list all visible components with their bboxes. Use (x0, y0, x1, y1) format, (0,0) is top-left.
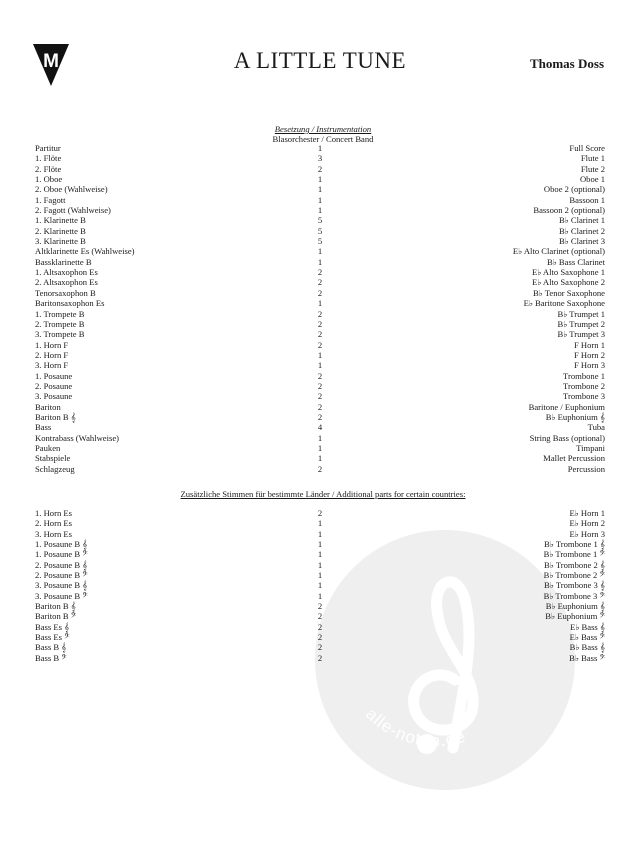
copy-count: 1 (317, 205, 323, 216)
table-row (35, 257, 605, 267)
part-name-german: Tenorsaxophon B (35, 287, 96, 298)
table-row (35, 518, 605, 528)
copy-count: 1 (317, 256, 323, 267)
copy-count: 2 (317, 329, 323, 340)
table-row (35, 329, 605, 339)
part-name-english: B♭ Trombone 3 𝄢 (543, 590, 605, 601)
copy-count: 1 (317, 298, 323, 309)
part-name-english: E♭ Baritone Saxophone (523, 298, 605, 309)
part-name-german: 2. Trompete B (35, 318, 85, 329)
table-row (35, 412, 605, 422)
copy-count: 2 (317, 508, 323, 518)
part-name-german: 3. Posaune B 𝄞 (35, 580, 88, 591)
copy-count: 1 (317, 453, 323, 464)
table-row (35, 350, 605, 360)
table-row (35, 340, 605, 350)
part-name-german: 2. Horn Es (35, 518, 72, 529)
copy-count: 2 (317, 370, 323, 381)
part-name-english: B♭ Trumpet 2 (557, 318, 605, 329)
part-name-english: Oboe 2 (optional) (543, 184, 605, 195)
part-name-english: Tuba (587, 422, 605, 433)
copy-count: 1 (317, 590, 323, 601)
part-name-english: E♭ Alto Saxophone 1 (531, 267, 605, 278)
part-name-english: B♭ Clarinet 2 (558, 225, 605, 236)
part-name-english: E♭ Horn 3 (569, 528, 605, 539)
copy-count: 5 (317, 225, 323, 236)
part-name-german: 1. Posaune (35, 370, 73, 381)
part-name-english: Flute 2 (580, 163, 605, 174)
part-name-english: Baritone / Euphonium (528, 401, 605, 412)
table-row (35, 433, 605, 443)
copy-count: 1 (317, 143, 323, 153)
part-name-german: 2. Posaune B 𝄞 (35, 559, 88, 570)
table-row (35, 632, 605, 642)
table-row (35, 143, 605, 153)
part-name-english: B♭ Clarinet 1 (558, 215, 605, 226)
copy-count: 2 (317, 380, 323, 391)
table-row (35, 611, 605, 621)
part-name-english: B♭ Bass Clarinet (547, 256, 605, 267)
part-name-english: B♭ Trumpet 1 (557, 308, 605, 319)
table-row (35, 195, 605, 205)
part-name-german: 1. Posaune B 𝄢 (35, 549, 88, 560)
additional-parts-table (35, 508, 605, 663)
table-row (35, 580, 605, 590)
part-name-german: 2. Fagott (Wahlweise) (35, 205, 111, 216)
part-name-english: Timpani (576, 442, 605, 453)
copy-count: 5 (317, 236, 323, 247)
part-name-german: Bariton (35, 401, 61, 412)
table-row (35, 309, 605, 319)
copy-count: 2 (317, 391, 323, 402)
table-row (35, 277, 605, 287)
table-row (35, 464, 605, 474)
part-name-english: E♭ Alto Clarinet (optional) (512, 246, 605, 257)
part-name-german: 3. Posaune B 𝄢 (35, 590, 88, 601)
part-name-german: 1. Posaune B 𝄞 (35, 539, 88, 550)
part-name-german: Bass B 𝄞 (35, 642, 67, 653)
table-row (35, 642, 605, 652)
part-name-german: Partitur (35, 143, 61, 153)
part-name-english: B♭ Trombone 2 𝄢 (543, 570, 605, 581)
table-row (35, 453, 605, 463)
part-name-english: B♭ Trombone 1 𝄞 (544, 539, 605, 550)
part-name-german: 2. Altsaxophon Es (35, 277, 98, 288)
part-name-german: 3. Posaune (35, 391, 73, 402)
table-row (35, 529, 605, 539)
copy-count: 2 (317, 339, 323, 350)
part-name-english: E♭ Alto Saxophone 2 (531, 277, 605, 288)
part-name-german: 1. Fagott (35, 194, 66, 205)
part-name-german: Bass Es 𝄞 (35, 621, 70, 632)
part-name-german: 2. Oboe (Wahlweise) (35, 184, 108, 195)
copy-count: 1 (317, 174, 323, 185)
table-row (35, 298, 605, 308)
table-row (35, 422, 605, 432)
part-name-german: Bariton B 𝄞 (35, 411, 76, 422)
copy-count: 2 (317, 601, 323, 612)
part-name-german: 2. Flöte (35, 163, 62, 174)
part-name-english: B♭ Trombone 2 𝄞 (544, 559, 605, 570)
copy-count: 2 (317, 611, 323, 622)
part-name-english: Bassoon 2 (optional) (533, 205, 605, 216)
part-name-english: B♭ Bass 𝄢 (569, 652, 605, 663)
part-name-german: Bass B 𝄢 (35, 652, 67, 663)
copy-count: 2 (317, 632, 323, 643)
table-row (35, 246, 605, 256)
copy-count: 1 (317, 360, 323, 371)
copy-count: 2 (317, 401, 323, 412)
part-name-german: 1. Klarinette B (35, 215, 86, 226)
part-name-english: Flute 1 (580, 153, 605, 164)
copy-count: 2 (317, 308, 323, 319)
additional-parts-heading: Zusätzliche Stimmen für bestimmte Länder / Additional parts for certain countries: (180, 489, 466, 499)
copy-count: 2 (317, 621, 323, 632)
part-name-english: Trombone 1 (563, 370, 605, 381)
part-name-german: 2. Posaune (35, 380, 73, 391)
table-row (35, 508, 605, 518)
part-name-german: 1. Oboe (35, 174, 63, 185)
table-row (35, 267, 605, 277)
copy-count: 1 (317, 442, 323, 453)
part-name-german: Schlagzeug (35, 463, 75, 474)
svg-text:M: M (43, 51, 59, 72)
part-name-german: 2. Klarinette B (35, 225, 86, 236)
part-name-german: 2. Horn F (35, 349, 69, 360)
table-row (35, 236, 605, 246)
copy-count: 1 (317, 549, 323, 560)
part-name-german: Kontrabass (Wahlweise) (35, 432, 120, 443)
part-name-german: Bassklarinette B (35, 256, 92, 267)
instrumentation-table (35, 143, 605, 474)
table-row (35, 360, 605, 370)
part-name-english: B♭ Euphonium 𝄞 (545, 601, 605, 612)
copy-count: 1 (317, 349, 323, 360)
copy-count: 2 (317, 267, 323, 278)
part-name-german: Stabspiele (35, 453, 71, 464)
part-name-german: 1. Horn F (35, 339, 69, 350)
copy-count: 2 (317, 652, 323, 663)
copy-count: 2 (317, 163, 323, 174)
part-name-german: 3. Horn F (35, 360, 69, 371)
copy-count: 2 (317, 642, 323, 653)
copy-count: 4 (317, 422, 323, 433)
copy-count: 2 (317, 463, 323, 474)
copy-count: 3 (317, 153, 323, 164)
copy-count: 1 (317, 528, 323, 539)
copy-count: 2 (317, 287, 323, 298)
table-row (35, 402, 605, 412)
part-name-german: 3. Klarinette B (35, 236, 86, 247)
part-name-english: Trombone 3 (563, 391, 605, 402)
part-name-english: Bassoon 1 (569, 194, 605, 205)
part-name-english: B♭ Trombone 3 𝄞 (544, 580, 605, 591)
part-name-german: 3. Trompete B (35, 329, 85, 340)
table-row (35, 288, 605, 298)
part-name-german: 1. Trompete B (35, 308, 85, 319)
part-name-german: Baritonsaxophon Es (35, 298, 105, 309)
part-name-english: Full Score (569, 143, 605, 153)
part-name-english: Oboe 1 (579, 174, 605, 185)
copy-count: 2 (317, 277, 323, 288)
copy-count: 1 (317, 246, 323, 257)
part-name-german: Pauken (35, 442, 61, 453)
part-name-german: 1. Altsaxophon Es (35, 267, 98, 278)
copy-count: 1 (317, 570, 323, 581)
table-row (35, 174, 605, 184)
part-name-english: B♭ Bass 𝄞 (569, 642, 605, 653)
table-row (35, 622, 605, 632)
copy-count: 1 (317, 559, 323, 570)
copy-count: 1 (317, 539, 323, 550)
table-row (35, 601, 605, 611)
table-row (35, 184, 605, 194)
copy-count: 2 (317, 411, 323, 422)
part-name-english: String Bass (optional) (529, 432, 605, 443)
part-name-english: F Horn 3 (573, 360, 605, 371)
composer-name: Thomas Doss (529, 56, 604, 71)
part-name-german: Altklarinette Es (Wahlweise) (35, 246, 135, 257)
table-row (35, 226, 605, 236)
table-row (35, 319, 605, 329)
copy-count: 1 (317, 432, 323, 443)
part-name-german: Bass (35, 422, 52, 433)
part-name-german: Bariton B 𝄢 (35, 611, 77, 622)
copy-count: 1 (317, 194, 323, 205)
part-name-english: E♭ Bass 𝄞 (570, 621, 605, 632)
copy-count: 1 (317, 184, 323, 195)
part-name-english: F Horn 1 (573, 339, 605, 350)
copy-count: 2 (317, 318, 323, 329)
part-name-german: Bass Es 𝄢 (35, 632, 70, 643)
part-name-german: Bariton B 𝄞 (35, 601, 76, 612)
part-name-english: Percussion (567, 463, 605, 474)
table-row (35, 549, 605, 559)
part-name-german: 2. Posaune B 𝄢 (35, 570, 88, 581)
part-name-english: F Horn 2 (573, 349, 605, 360)
table-row (35, 591, 605, 601)
part-name-english: E♭ Horn 1 (569, 508, 605, 518)
table-row (35, 653, 605, 663)
part-name-english: E♭ Horn 2 (569, 518, 605, 529)
instrumentation-subheading: Blasorchester / Concert Band (272, 134, 374, 144)
part-name-english: E♭ Bass 𝄢 (569, 632, 605, 643)
part-name-german: 1. Flöte (35, 153, 62, 164)
table-row (35, 371, 605, 381)
table-row (35, 539, 605, 549)
table-row (35, 570, 605, 580)
part-name-english: B♭ Euphonium 𝄞 (545, 411, 605, 422)
part-name-english: B♭ Tenor Saxophone (532, 287, 605, 298)
part-name-english: Trombone 2 (563, 380, 605, 391)
instrumentation-heading: Besetzung / Instrumentation (274, 124, 372, 134)
part-name-english: B♭ Trombone 1 𝄢 (543, 549, 605, 560)
table-row (35, 381, 605, 391)
watermark-text: alle-noten.de (362, 704, 469, 751)
part-name-german: 3. Horn Es (35, 528, 72, 539)
table-row (35, 560, 605, 570)
table-row (35, 443, 605, 453)
page-title: A LITTLE TUNE (233, 48, 407, 73)
copy-count: 1 (317, 580, 323, 591)
part-name-english: Mallet Percussion (543, 453, 605, 464)
table-row (35, 205, 605, 215)
table-row (35, 164, 605, 174)
table-row (35, 153, 605, 163)
part-name-english: B♭ Euphonium 𝄢 (545, 611, 605, 622)
table-row (35, 391, 605, 401)
copy-count: 1 (317, 518, 323, 529)
part-name-german: 1. Horn Es (35, 508, 72, 518)
copy-count: 5 (317, 215, 323, 226)
part-name-english: B♭ Clarinet 3 (558, 236, 605, 247)
part-name-english: B♭ Trumpet 3 (557, 329, 605, 340)
table-row (35, 215, 605, 225)
